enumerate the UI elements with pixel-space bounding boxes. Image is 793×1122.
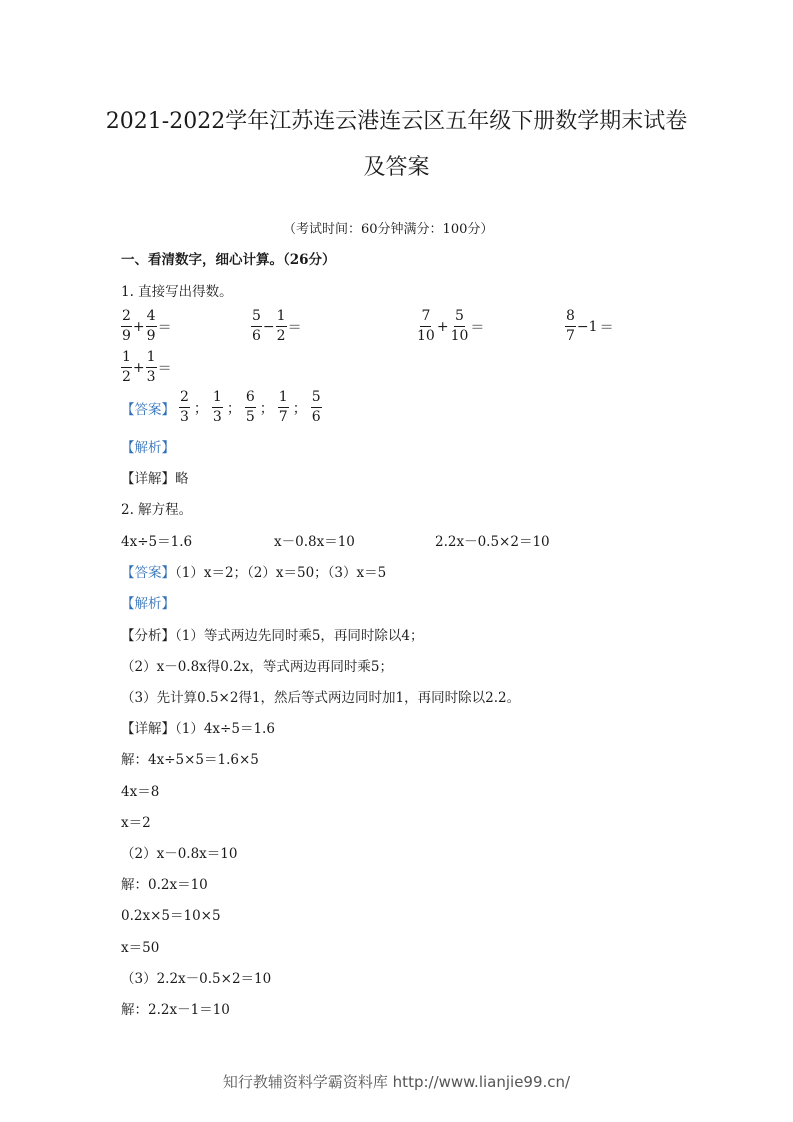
- solution-line: 【详解】（1）4x÷5＝1.6: [121, 721, 275, 737]
- footer-watermark: 知行教辅资料学霸资料库 http://www.lianjie99.cn/: [222, 1073, 571, 1091]
- analysis-label: 【解析】: [121, 440, 175, 456]
- fraction: $\frac{1}{3}$: [146, 349, 156, 385]
- equation: x－0.8x＝10: [274, 534, 355, 550]
- fraction: $\frac{2}{9}$: [122, 308, 131, 344]
- answer-fraction: $\frac{1}{7}$: [278, 389, 288, 425]
- solution-line: 0.2x×5＝10×5: [121, 908, 221, 924]
- answer-row: [121, 561, 386, 581]
- fraction: $\frac{4}{9}$: [146, 308, 156, 344]
- fraction: $\frac{1}{2}$: [122, 349, 131, 385]
- answer-fraction: $\frac{6}{5}$: [245, 389, 255, 425]
- exam-info: （考试时间：60分钟满分：100分）: [283, 222, 494, 237]
- question-1-prompt: 1. 直接写出得数。: [121, 284, 233, 300]
- solution-line: 4x＝8: [121, 784, 160, 800]
- answer-fraction: $\frac{1}{3}$: [212, 389, 222, 425]
- calc-item: $\frac{5}{6}$ − $\frac{1}{2}$ ＝: [252, 308, 302, 344]
- equation: 4x÷5＝1.6: [121, 534, 193, 550]
- fraction: $\frac{8}{7}$: [566, 308, 575, 344]
- answer-text: （1）x＝2；（2）x＝50；（3）x＝5: [175, 565, 387, 581]
- question-2-prompt: 2. 解方程。: [121, 502, 193, 518]
- calc-item: $\frac{7}{10}$ + $\frac{5}{10}$ ＝: [417, 308, 485, 344]
- page-title: 2021-2022学年江苏连云港连云区五年级下册数学期末试卷: [105, 109, 688, 134]
- detail-line: 【详解】略: [121, 471, 189, 487]
- solution-line: （3）2.2x－0.5×2＝10: [121, 971, 272, 987]
- answer-fraction: $\frac{2}{3}$: [180, 389, 189, 425]
- calc-item: $\frac{2}{9}$ + $\frac{4}{9}$ ＝: [122, 308, 172, 344]
- fraction: $\frac{5}{6}$: [252, 308, 261, 344]
- analysis-label: 【解析】: [121, 596, 175, 612]
- calc-item: $\frac{8}{7}$ −1 ＝: [566, 308, 614, 344]
- solution-line: （3）先计算0.5×2得1，然后等式两边同时加1，再同时除以2.2。: [121, 690, 521, 706]
- answer-row: 【答案】 $\frac{2}{3}$ ； $\frac{1}{3}$ ； $\frac{6}{5}$ ； $\frac{1}{7}$ ； $\frac{5}{6}$: [121, 389, 321, 425]
- solution-line: x＝2: [121, 815, 151, 831]
- solution-line: （2）x－0.8x＝10: [121, 846, 238, 862]
- fraction: $\frac{7}{10}$: [417, 308, 435, 344]
- equation: 2.2x－0.5×2＝10: [435, 534, 550, 550]
- solution-line: 解：2.2x－1＝10: [121, 1002, 230, 1018]
- page-title-line2: 及答案: [363, 155, 430, 180]
- solution-line: （2）x－0.8x得0.2x，等式两边再同时乘5；: [121, 659, 393, 675]
- answer-label: 【答案】: [121, 565, 175, 581]
- fraction: $\frac{1}{2}$: [276, 308, 286, 344]
- fraction: $\frac{5}{10}$: [450, 308, 469, 344]
- answer-label: 【答案】: [121, 401, 175, 418]
- solution-line: 解：4x÷5×5＝1.6×5: [121, 752, 259, 768]
- solution-line: 【分析】（1）等式两边先同时乘5，再同时除以4；: [121, 628, 424, 644]
- calc-item: $\frac{1}{2}$ + $\frac{1}{3}$ ＝: [122, 349, 172, 385]
- section-heading: 一、看清数字，细心计算。（26分）: [121, 252, 336, 268]
- solution-line: x＝50: [121, 940, 160, 956]
- answer-fraction: $\frac{5}{6}$: [311, 389, 321, 425]
- solution-line: 解：0.2x＝10: [121, 877, 208, 893]
